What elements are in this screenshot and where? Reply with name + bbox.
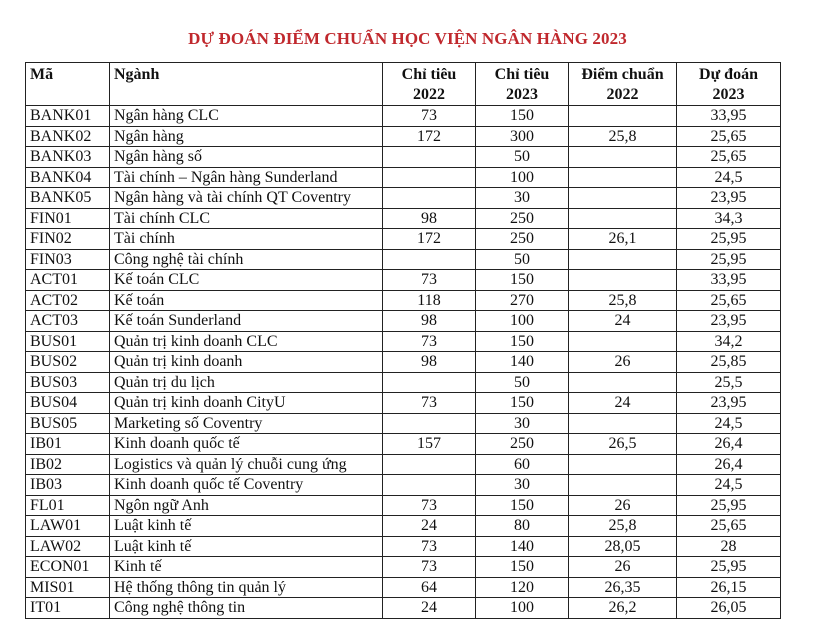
cell-major: Tài chính CLC <box>110 208 383 229</box>
cell-quota-2022 <box>383 147 476 168</box>
cell-score-2022: 26,35 <box>569 577 677 598</box>
table-row <box>26 536 781 557</box>
cell-major: Quản trị kinh doanh CLC <box>110 331 383 352</box>
header-code: Mã <box>26 63 110 106</box>
cell-code: MIS01 <box>26 577 110 598</box>
cell-quota-2022: 73 <box>383 536 476 557</box>
cell-forecast-2023: 24,5 <box>677 167 781 188</box>
cell-score-2022 <box>569 188 677 209</box>
cell-code: IB01 <box>26 434 110 455</box>
cell-major: Luật kinh tế <box>110 516 383 537</box>
cell-forecast-2023: 24,5 <box>677 475 781 496</box>
cell-quota-2022 <box>383 413 476 434</box>
header-major: Ngành <box>110 63 383 106</box>
cell-quota-2023: 150 <box>476 270 569 291</box>
cell-forecast-2023: 25,65 <box>677 126 781 147</box>
cell-major: Kinh doanh quốc tế <box>110 434 383 455</box>
table-row <box>26 352 781 373</box>
cell-quota-2023: 250 <box>476 229 569 250</box>
cell-quota-2022: 64 <box>383 577 476 598</box>
page-title: DỰ ĐOÁN ĐIỂM CHUẨN HỌC VIỆN NGÂN HÀNG 2023 <box>188 29 627 48</box>
cell-quota-2023: 150 <box>476 331 569 352</box>
cell-forecast-2023: 23,95 <box>677 188 781 209</box>
table-row <box>26 475 781 496</box>
cell-score-2022: 28,05 <box>569 536 677 557</box>
header-score-2022 <box>569 63 677 106</box>
cell-code: BUS04 <box>26 393 110 414</box>
table-row <box>26 434 781 455</box>
table-row <box>26 331 781 352</box>
score-table <box>25 62 781 619</box>
cell-quota-2023: 50 <box>476 147 569 168</box>
cell-quota-2022: 98 <box>383 311 476 332</box>
cell-forecast-2023: 26,15 <box>677 577 781 598</box>
cell-quota-2022: 98 <box>383 208 476 229</box>
cell-forecast-2023: 34,2 <box>677 331 781 352</box>
cell-major: Quản trị kinh doanh <box>110 352 383 373</box>
cell-forecast-2023: 26,4 <box>677 454 781 475</box>
cell-forecast-2023: 25,5 <box>677 372 781 393</box>
cell-quota-2022: 172 <box>383 126 476 147</box>
table-row <box>26 229 781 250</box>
cell-forecast-2023: 25,85 <box>677 352 781 373</box>
cell-quota-2022: 73 <box>383 106 476 127</box>
cell-major: Kế toán Sunderland <box>110 311 383 332</box>
cell-code: ACT01 <box>26 270 110 291</box>
cell-quota-2022 <box>383 475 476 496</box>
cell-score-2022: 24 <box>569 393 677 414</box>
cell-quota-2023: 80 <box>476 516 569 537</box>
cell-quota-2023: 100 <box>476 167 569 188</box>
cell-code: FIN03 <box>26 249 110 270</box>
cell-score-2022 <box>569 208 677 229</box>
header-score-2022-line1: Điểm chuẩn <box>581 66 664 83</box>
cell-quota-2022: 73 <box>383 270 476 291</box>
cell-score-2022: 26 <box>569 352 677 373</box>
cell-code: IB02 <box>26 454 110 475</box>
cell-quota-2022: 157 <box>383 434 476 455</box>
cell-score-2022 <box>569 147 677 168</box>
cell-code: BANK02 <box>26 126 110 147</box>
cell-score-2022: 25,8 <box>569 290 677 311</box>
table-body <box>26 106 781 619</box>
cell-score-2022 <box>569 454 677 475</box>
cell-quota-2023: 30 <box>476 188 569 209</box>
cell-quota-2022: 24 <box>383 598 476 619</box>
header-quota-2023 <box>476 63 569 106</box>
cell-major: Tài chính <box>110 229 383 250</box>
cell-code: FIN01 <box>26 208 110 229</box>
cell-quota-2023: 250 <box>476 208 569 229</box>
cell-major: Ngôn ngữ Anh <box>110 495 383 516</box>
cell-forecast-2023: 25,95 <box>677 229 781 250</box>
cell-quota-2023: 120 <box>476 577 569 598</box>
header-quota-2022-line2: 2022 <box>413 86 445 103</box>
cell-code: IB03 <box>26 475 110 496</box>
cell-quota-2023: 50 <box>476 372 569 393</box>
cell-quota-2022 <box>383 454 476 475</box>
cell-quota-2023: 30 <box>476 475 569 496</box>
table-row <box>26 208 781 229</box>
cell-forecast-2023: 25,65 <box>677 290 781 311</box>
cell-major: Ngân hàng CLC <box>110 106 383 127</box>
cell-major: Ngân hàng <box>110 126 383 147</box>
cell-score-2022: 25,8 <box>569 126 677 147</box>
cell-quota-2023: 150 <box>476 495 569 516</box>
cell-quota-2023: 30 <box>476 413 569 434</box>
table-row <box>26 290 781 311</box>
cell-forecast-2023: 24,5 <box>677 413 781 434</box>
cell-score-2022 <box>569 167 677 188</box>
cell-score-2022 <box>569 270 677 291</box>
cell-score-2022 <box>569 413 677 434</box>
table-row <box>26 106 781 127</box>
cell-quota-2022: 73 <box>383 331 476 352</box>
cell-major: Ngân hàng số <box>110 147 383 168</box>
cell-major: Hệ thống thông tin quản lý <box>110 577 383 598</box>
cell-quota-2023: 150 <box>476 393 569 414</box>
table-row <box>26 516 781 537</box>
cell-code: ACT02 <box>26 290 110 311</box>
cell-major: Tài chính – Ngân hàng Sunderland <box>110 167 383 188</box>
table-row <box>26 577 781 598</box>
cell-score-2022 <box>569 331 677 352</box>
table-row <box>26 126 781 147</box>
cell-code: IT01 <box>26 598 110 619</box>
table-row <box>26 495 781 516</box>
cell-major: Quản trị du lịch <box>110 372 383 393</box>
cell-quota-2023: 140 <box>476 352 569 373</box>
cell-code: BUS02 <box>26 352 110 373</box>
cell-quota-2023: 140 <box>476 536 569 557</box>
header-forecast-2023 <box>677 63 781 106</box>
table-row <box>26 270 781 291</box>
table-row <box>26 454 781 475</box>
cell-score-2022: 26,2 <box>569 598 677 619</box>
cell-quota-2022 <box>383 249 476 270</box>
table-row <box>26 557 781 578</box>
cell-quota-2022: 98 <box>383 352 476 373</box>
cell-quota-2022: 172 <box>383 229 476 250</box>
cell-quota-2023: 100 <box>476 598 569 619</box>
cell-quota-2023: 150 <box>476 557 569 578</box>
cell-forecast-2023: 34,3 <box>677 208 781 229</box>
header-quota-2023-line2: 2023 <box>506 86 538 103</box>
cell-quota-2023: 300 <box>476 126 569 147</box>
cell-code: ACT03 <box>26 311 110 332</box>
cell-forecast-2023: 28 <box>677 536 781 557</box>
cell-score-2022: 24 <box>569 311 677 332</box>
cell-forecast-2023: 25,95 <box>677 495 781 516</box>
cell-forecast-2023: 26,05 <box>677 598 781 619</box>
cell-major: Kinh doanh quốc tế Coventry <box>110 475 383 496</box>
cell-quota-2022 <box>383 188 476 209</box>
table-row <box>26 147 781 168</box>
cell-code: BANK05 <box>26 188 110 209</box>
cell-forecast-2023: 26,4 <box>677 434 781 455</box>
table-row <box>26 167 781 188</box>
cell-major: Marketing số Coventry <box>110 413 383 434</box>
cell-code: LAW01 <box>26 516 110 537</box>
cell-code: FIN02 <box>26 229 110 250</box>
header-row <box>26 63 781 106</box>
cell-quota-2022: 73 <box>383 393 476 414</box>
table-row <box>26 598 781 619</box>
cell-code: BANK04 <box>26 167 110 188</box>
cell-major: Luật kinh tế <box>110 536 383 557</box>
cell-score-2022: 26 <box>569 495 677 516</box>
cell-code: LAW02 <box>26 536 110 557</box>
cell-forecast-2023: 23,95 <box>677 393 781 414</box>
cell-quota-2022: 73 <box>383 557 476 578</box>
cell-quota-2022: 73 <box>383 495 476 516</box>
cell-major: Ngân hàng và tài chính QT Coventry <box>110 188 383 209</box>
cell-major: Kế toán CLC <box>110 270 383 291</box>
cell-forecast-2023: 25,95 <box>677 557 781 578</box>
cell-quota-2023: 270 <box>476 290 569 311</box>
header-quota-2023-line1: Chỉ tiêu <box>494 66 550 83</box>
cell-quota-2023: 250 <box>476 434 569 455</box>
cell-score-2022: 26,5 <box>569 434 677 455</box>
header-quota-2022-line1: Chỉ tiêu <box>401 66 457 83</box>
cell-major: Công nghệ thông tin <box>110 598 383 619</box>
cell-code: BUS01 <box>26 331 110 352</box>
cell-forecast-2023: 33,95 <box>677 106 781 127</box>
cell-score-2022 <box>569 249 677 270</box>
cell-major: Công nghệ tài chính <box>110 249 383 270</box>
cell-score-2022: 26 <box>569 557 677 578</box>
cell-quota-2022 <box>383 372 476 393</box>
cell-major: Kế toán <box>110 290 383 311</box>
cell-score-2022 <box>569 106 677 127</box>
cell-code: ECON01 <box>26 557 110 578</box>
table-header <box>26 63 781 106</box>
table-row <box>26 393 781 414</box>
cell-score-2022: 25,8 <box>569 516 677 537</box>
table-row <box>26 413 781 434</box>
cell-forecast-2023: 25,65 <box>677 516 781 537</box>
cell-code: FL01 <box>26 495 110 516</box>
cell-score-2022: 26,1 <box>569 229 677 250</box>
cell-code: BUS03 <box>26 372 110 393</box>
header-quota-2022 <box>383 63 476 106</box>
cell-code: BANK03 <box>26 147 110 168</box>
cell-quota-2023: 60 <box>476 454 569 475</box>
cell-forecast-2023: 25,65 <box>677 147 781 168</box>
cell-forecast-2023: 33,95 <box>677 270 781 291</box>
cell-quota-2023: 150 <box>476 106 569 127</box>
cell-code: BUS05 <box>26 413 110 434</box>
cell-forecast-2023: 25,95 <box>677 249 781 270</box>
cell-quota-2023: 100 <box>476 311 569 332</box>
table-row <box>26 188 781 209</box>
cell-forecast-2023: 23,95 <box>677 311 781 332</box>
cell-major: Kinh tế <box>110 557 383 578</box>
header-forecast-2023-line2: 2023 <box>712 86 745 103</box>
cell-score-2022 <box>569 372 677 393</box>
cell-major: Logistics và quản lý chuỗi cung ứng <box>110 454 383 475</box>
cell-code: BANK01 <box>26 106 110 127</box>
header-score-2022-line2: 2022 <box>606 86 639 103</box>
cell-quota-2022: 118 <box>383 290 476 311</box>
table-row <box>26 372 781 393</box>
cell-major: Quản trị kinh doanh CityU <box>110 393 383 414</box>
cell-quota-2022 <box>383 167 476 188</box>
cell-quota-2022: 24 <box>383 516 476 537</box>
table-row <box>26 311 781 332</box>
cell-quota-2023: 50 <box>476 249 569 270</box>
table-row <box>26 249 781 270</box>
header-forecast-2023-line1: Dự đoán <box>699 66 758 83</box>
cell-score-2022 <box>569 475 677 496</box>
